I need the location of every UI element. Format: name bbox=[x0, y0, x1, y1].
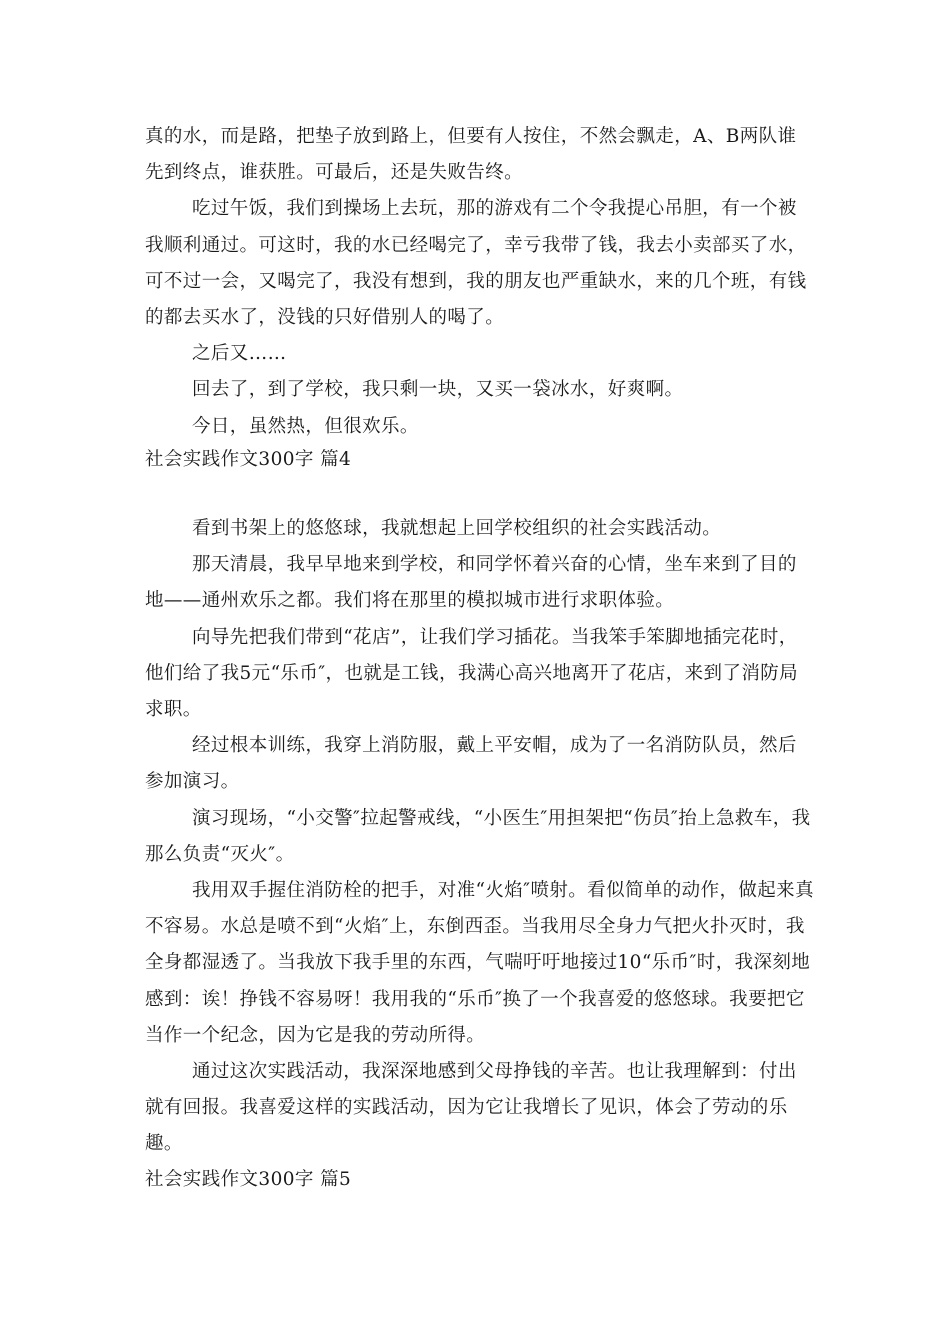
section-heading-4: 社会实践作文300字 篇4 bbox=[145, 449, 352, 470]
paragraph: 今日，虽然热，但很欢乐。 bbox=[192, 415, 419, 437]
paragraph: 吃过午饭，我们到操场上去玩，那的游戏有二个令我提心吊胆，有一个被我顺利通过。可这时，我的水已经喝完了，幸亏我带了钱，我去小卖部买了水，可不过一会，又喝完了，我没有想到，我的朋友也严重缺水，来的几个班，有钱的都去买水了，没钱的只好借别人的喝了。 bbox=[145, 198, 807, 329]
paragraph: 演习现场，“小交警″拉起警戒线，“小医生″用担架把“伤员″抬上急救车，我那么负责“灭火″。 bbox=[145, 807, 811, 865]
paragraph: 之后又…… bbox=[192, 343, 287, 365]
essay-4-body bbox=[145, 511, 815, 1163]
paragraph: 我用双手握住消防栓的把手，对准“火焰″喷射。看似简单的动作，做起来真不容易。水总是喷不到“火焰″上，东倒西歪。当我用尽全身力气把火扑灭时，我全身都湿透了。当我放下我手里的东西，气喘吁吁地接过10“乐币″时，我深刻地感到：诶！挣钱不容易呀！我用我的“乐币″换了一个我喜爱的悠悠球。我要把它当作一个纪念，因为它是我的劳动所得。 bbox=[145, 880, 814, 1046]
paragraph: 经过根本训练，我穿上消防服，戴上平安帽，成为了一名消防队员，然后参加演习。 bbox=[145, 735, 797, 793]
paragraph: 那天清晨，我早早地来到学校，和同学怀着兴奋的心情，坐车来到了目的地——通州欢乐之都。我们将在那里的模拟城市进行求职体验。 bbox=[145, 554, 797, 612]
paragraph: 看到书架上的悠悠球，我就想起上回学校组织的社会实践活动。 bbox=[192, 518, 722, 539]
paragraph: 通过这次实践活动，我深深地感到父母挣钱的辛苦。也让我理解到：付出就有回报。我喜爱这样的实践活动，因为它让我增长了见识，体会了劳动的乐趣。 bbox=[145, 1061, 797, 1155]
paragraph: 回去了，到了学校，我只剩一块，又买一袋冰水，好爽啊。 bbox=[192, 379, 684, 401]
paragraph: 真的水，而是路，把垫子放到路上，但要有人按住，不然会飘走，A、B两队谁先到终点，谁获胜。可最后，还是失败告终。 bbox=[145, 126, 797, 184]
essay-3-continuation bbox=[145, 119, 815, 445]
paragraph: 向导先把我们带到“花店”，让我们学习插花。当我笨手笨脚地插完花时，他们给了我5元“乐币″，也就是工钱，我满心高兴地离开了花店，来到了消防局求职。 bbox=[145, 626, 799, 721]
section-heading-5: 社会实践作文300字 篇5 bbox=[145, 1169, 352, 1190]
